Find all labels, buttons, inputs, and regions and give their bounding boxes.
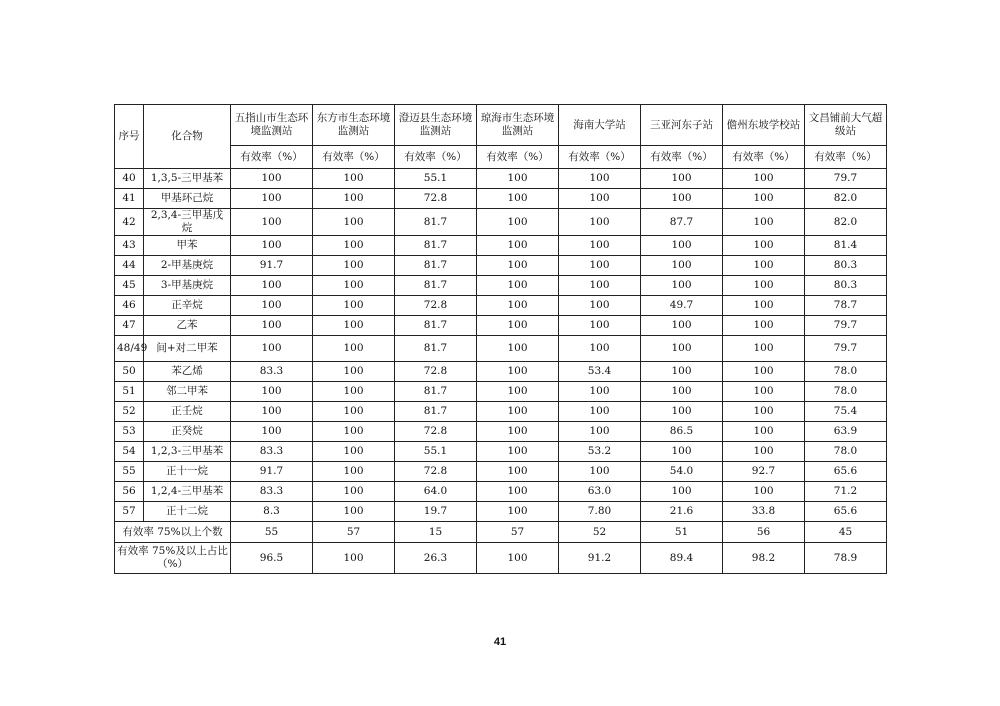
rate-cell: 100 — [559, 316, 641, 336]
rate-cell: 72.8 — [395, 296, 477, 316]
rate-cell: 19.7 — [395, 502, 477, 522]
table-body — [115, 105, 887, 574]
compound-name: 正壬烷 — [144, 402, 231, 422]
rate-cell: 100 — [313, 169, 395, 189]
summary-cell: 26.3 — [395, 543, 477, 574]
table-row — [115, 276, 887, 296]
summary-cell: 15 — [395, 522, 477, 543]
row-number: 40 — [115, 169, 144, 189]
station-header: 澄迈县生态环境监测站 — [395, 105, 477, 146]
summary-label: 有效率 75%以上个数 — [115, 522, 231, 543]
rate-cell: 100 — [231, 189, 313, 209]
summary-cell: 56 — [723, 522, 805, 543]
rate-cell: 100 — [641, 382, 723, 402]
rate-cell: 100 — [723, 169, 805, 189]
compound-name: 1,2,4-三甲基苯 — [144, 482, 231, 502]
rate-cell: 83.3 — [231, 362, 313, 382]
rate-cell: 100 — [477, 276, 559, 296]
station-header: 琼海市生态环境监测站 — [477, 105, 559, 146]
compound-name: 甲苯 — [144, 236, 231, 256]
rate-cell: 91.7 — [231, 462, 313, 482]
rate-cell: 100 — [231, 422, 313, 442]
rate-cell: 100 — [313, 422, 395, 442]
rate-cell: 100 — [559, 402, 641, 422]
row-number: 52 — [115, 402, 144, 422]
rate-cell: 100 — [231, 316, 313, 336]
rate-cell: 100 — [723, 402, 805, 422]
rate-cell: 100 — [477, 316, 559, 336]
rate-cell: 100 — [313, 209, 395, 236]
compound-name: 1,3,5-三甲基苯 — [144, 169, 231, 189]
rate-cell: 100 — [641, 276, 723, 296]
rate-cell: 82.0 — [805, 189, 887, 209]
page-number: 41 — [493, 636, 507, 648]
compound-name: 甲基环己烷 — [144, 189, 231, 209]
rate-cell: 81.7 — [395, 236, 477, 256]
rate-cell: 100 — [723, 256, 805, 276]
rate-cell: 100 — [313, 362, 395, 382]
rate-cell: 81.7 — [395, 336, 477, 362]
rate-cell: 100 — [723, 422, 805, 442]
rate-cell: 100 — [559, 422, 641, 442]
rate-cell: 100 — [723, 276, 805, 296]
rate-cell: 100 — [723, 236, 805, 256]
compound-name: 邻二甲苯 — [144, 382, 231, 402]
rate-cell: 100 — [559, 276, 641, 296]
header-row — [115, 105, 887, 146]
rate-cell: 100 — [313, 462, 395, 482]
rate-cell: 8.3 — [231, 502, 313, 522]
summary-cell: 51 — [641, 522, 723, 543]
rate-cell: 100 — [723, 296, 805, 316]
rate-cell: 100 — [477, 336, 559, 362]
rate-cell: 7.80 — [559, 502, 641, 522]
rate-cell: 100 — [477, 442, 559, 462]
summary-cell: 78.9 — [805, 543, 887, 574]
rate-cell: 100 — [231, 209, 313, 236]
summary-cell: 89.4 — [641, 543, 723, 574]
table-row — [115, 209, 887, 236]
rate-cell: 83.3 — [231, 482, 313, 502]
table-row — [115, 316, 887, 336]
table-row — [115, 256, 887, 276]
compound-name: 苯乙烯 — [144, 362, 231, 382]
rate-cell: 80.3 — [805, 276, 887, 296]
rate-cell: 100 — [313, 442, 395, 462]
rate-cell: 78.0 — [805, 442, 887, 462]
metric-header: 有效率（%） — [559, 146, 641, 169]
rate-cell: 100 — [723, 209, 805, 236]
rate-cell: 100 — [477, 189, 559, 209]
rate-cell: 63.9 — [805, 422, 887, 442]
rate-cell: 100 — [559, 462, 641, 482]
rate-cell: 75.4 — [805, 402, 887, 422]
compound-name: 1,2,3-三甲基苯 — [144, 442, 231, 462]
rate-cell: 100 — [723, 189, 805, 209]
rate-cell: 100 — [313, 316, 395, 336]
rate-cell: 72.8 — [395, 189, 477, 209]
rate-cell: 81.7 — [395, 209, 477, 236]
summary-cell: 100 — [313, 543, 395, 574]
rate-cell: 100 — [231, 382, 313, 402]
rate-cell: 55.1 — [395, 442, 477, 462]
row-number: 57 — [115, 502, 144, 522]
summary-cell: 98.2 — [723, 543, 805, 574]
row-number: 42 — [115, 209, 144, 236]
rate-cell: 100 — [477, 256, 559, 276]
rate-cell: 100 — [477, 382, 559, 402]
compound-header: 化合物 — [144, 105, 231, 169]
rate-cell: 78.7 — [805, 296, 887, 316]
rate-cell: 100 — [477, 462, 559, 482]
rate-cell: 100 — [477, 362, 559, 382]
rate-cell: 91.7 — [231, 256, 313, 276]
rate-cell: 100 — [723, 442, 805, 462]
row-number: 53 — [115, 422, 144, 442]
rate-cell: 78.0 — [805, 382, 887, 402]
summary-cell: 96.5 — [231, 543, 313, 574]
rate-cell: 100 — [477, 422, 559, 442]
rate-cell: 100 — [641, 362, 723, 382]
row-number: 41 — [115, 189, 144, 209]
rate-cell: 65.6 — [805, 462, 887, 482]
summary-cell: 55 — [231, 522, 313, 543]
rate-cell: 79.7 — [805, 169, 887, 189]
summary-cell: 100 — [477, 543, 559, 574]
rate-cell: 100 — [231, 336, 313, 362]
rate-cell: 100 — [231, 402, 313, 422]
rate-cell: 53.4 — [559, 362, 641, 382]
station-header: 儋州东坡学校站 — [723, 105, 805, 146]
table-row — [115, 402, 887, 422]
table-row — [115, 362, 887, 382]
compound-name: 正十一烷 — [144, 462, 231, 482]
rate-cell: 72.8 — [395, 462, 477, 482]
rate-cell: 100 — [559, 296, 641, 316]
metric-header: 有效率（%） — [641, 146, 723, 169]
rate-cell: 100 — [231, 296, 313, 316]
row-number: 50 — [115, 362, 144, 382]
rate-cell: 100 — [723, 336, 805, 362]
rate-cell: 81.7 — [395, 402, 477, 422]
rate-cell: 100 — [313, 189, 395, 209]
rate-cell: 100 — [559, 209, 641, 236]
rate-cell: 100 — [559, 256, 641, 276]
rate-cell: 100 — [477, 169, 559, 189]
rate-cell: 79.7 — [805, 316, 887, 336]
rate-cell: 100 — [559, 189, 641, 209]
table-row — [115, 502, 887, 522]
rate-cell: 100 — [313, 296, 395, 316]
station-header: 东方市生态环境监测站 — [313, 105, 395, 146]
rate-cell: 100 — [641, 336, 723, 362]
table-row — [115, 422, 887, 442]
rate-cell: 100 — [723, 382, 805, 402]
summary-cell: 57 — [313, 522, 395, 543]
compound-name: 正癸烷 — [144, 422, 231, 442]
table-row — [115, 296, 887, 316]
compound-name: 正十二烷 — [144, 502, 231, 522]
rate-cell: 100 — [313, 502, 395, 522]
row-number: 45 — [115, 276, 144, 296]
seq-header: 序号 — [115, 105, 144, 169]
compound-name: 2-甲基庚烷 — [144, 256, 231, 276]
rate-cell: 54.0 — [641, 462, 723, 482]
rate-cell: 100 — [641, 402, 723, 422]
table-row — [115, 336, 887, 362]
rate-cell: 100 — [477, 482, 559, 502]
rate-cell: 83.3 — [231, 442, 313, 462]
rate-cell: 100 — [231, 236, 313, 256]
rate-cell: 100 — [477, 296, 559, 316]
compound-name: 乙苯 — [144, 316, 231, 336]
rate-cell: 33.8 — [723, 502, 805, 522]
rate-cell: 63.0 — [559, 482, 641, 502]
rate-cell: 100 — [559, 169, 641, 189]
metric-header: 有效率（%） — [395, 146, 477, 169]
station-header: 文昌铺前大气超级站 — [805, 105, 887, 146]
summary-row — [115, 522, 887, 543]
rate-cell: 53.2 — [559, 442, 641, 462]
rate-cell: 80.3 — [805, 256, 887, 276]
table-row — [115, 462, 887, 482]
rate-cell: 81.7 — [395, 316, 477, 336]
table-row — [115, 442, 887, 462]
compound-name: 2,3,4-三甲基戊烷 — [144, 209, 231, 236]
rate-cell: 100 — [723, 482, 805, 502]
station-header: 海南大学站 — [559, 105, 641, 146]
rate-cell: 100 — [641, 256, 723, 276]
rate-cell: 100 — [313, 482, 395, 502]
rate-cell: 81.7 — [395, 256, 477, 276]
station-header: 五指山市生态环境监测站 — [231, 105, 313, 146]
metric-header: 有效率（%） — [313, 146, 395, 169]
rate-cell: 92.7 — [723, 462, 805, 482]
row-number: 55 — [115, 462, 144, 482]
table-row — [115, 189, 887, 209]
table-row — [115, 482, 887, 502]
row-number: 54 — [115, 442, 144, 462]
rate-cell: 65.6 — [805, 502, 887, 522]
rate-cell: 49.7 — [641, 296, 723, 316]
table-row — [115, 382, 887, 402]
row-number: 51 — [115, 382, 144, 402]
rate-cell: 100 — [313, 382, 395, 402]
rate-cell: 81.4 — [805, 236, 887, 256]
compound-name: 间+对二甲苯 — [144, 336, 231, 362]
rate-cell: 72.8 — [395, 422, 477, 442]
rate-cell: 100 — [641, 442, 723, 462]
compound-name: 3-甲基庚烷 — [144, 276, 231, 296]
rate-cell: 100 — [559, 236, 641, 256]
rate-cell: 100 — [313, 336, 395, 362]
rate-cell: 100 — [477, 236, 559, 256]
rate-cell: 71.2 — [805, 482, 887, 502]
rate-cell: 100 — [559, 336, 641, 362]
table-row — [115, 236, 887, 256]
rate-cell: 100 — [313, 256, 395, 276]
rate-cell: 100 — [641, 316, 723, 336]
station-header: 三亚河东子站 — [641, 105, 723, 146]
rate-cell: 100 — [559, 382, 641, 402]
rate-cell: 72.8 — [395, 362, 477, 382]
summary-row — [115, 543, 887, 574]
summary-cell: 91.2 — [559, 543, 641, 574]
rate-cell: 100 — [641, 236, 723, 256]
rate-cell: 81.7 — [395, 382, 477, 402]
rate-cell: 86.5 — [641, 422, 723, 442]
rate-cell: 64.0 — [395, 482, 477, 502]
rate-cell: 87.7 — [641, 209, 723, 236]
metric-header: 有效率（%） — [723, 146, 805, 169]
row-number: 48/49 — [115, 336, 144, 362]
row-number: 44 — [115, 256, 144, 276]
validity-rate-table — [114, 104, 887, 574]
rate-cell: 100 — [477, 402, 559, 422]
rate-cell: 55.1 — [395, 169, 477, 189]
row-number: 46 — [115, 296, 144, 316]
rate-cell: 100 — [313, 276, 395, 296]
rate-cell: 100 — [231, 276, 313, 296]
metric-header-row — [115, 146, 887, 169]
metric-header: 有效率（%） — [805, 146, 887, 169]
rate-cell: 100 — [641, 189, 723, 209]
metric-header: 有效率（%） — [231, 146, 313, 169]
summary-cell: 57 — [477, 522, 559, 543]
rate-cell: 21.6 — [641, 502, 723, 522]
summary-label: 有效率 75%及以上占比（%） — [115, 543, 231, 574]
rate-cell: 100 — [231, 169, 313, 189]
row-number: 47 — [115, 316, 144, 336]
rate-cell: 82.0 — [805, 209, 887, 236]
compound-name: 正辛烷 — [144, 296, 231, 316]
summary-cell: 52 — [559, 522, 641, 543]
rate-cell: 79.7 — [805, 336, 887, 362]
rate-cell: 100 — [313, 236, 395, 256]
row-number: 56 — [115, 482, 144, 502]
rate-cell: 100 — [641, 482, 723, 502]
row-number: 43 — [115, 236, 144, 256]
table-row — [115, 169, 887, 189]
rate-cell: 100 — [477, 209, 559, 236]
metric-header: 有效率（%） — [477, 146, 559, 169]
rate-cell: 100 — [477, 502, 559, 522]
summary-cell: 45 — [805, 522, 887, 543]
rate-cell: 100 — [313, 402, 395, 422]
rate-cell: 100 — [723, 316, 805, 336]
rate-cell: 100 — [723, 362, 805, 382]
rate-cell: 81.7 — [395, 276, 477, 296]
rate-cell: 78.0 — [805, 362, 887, 382]
rate-cell: 100 — [641, 169, 723, 189]
